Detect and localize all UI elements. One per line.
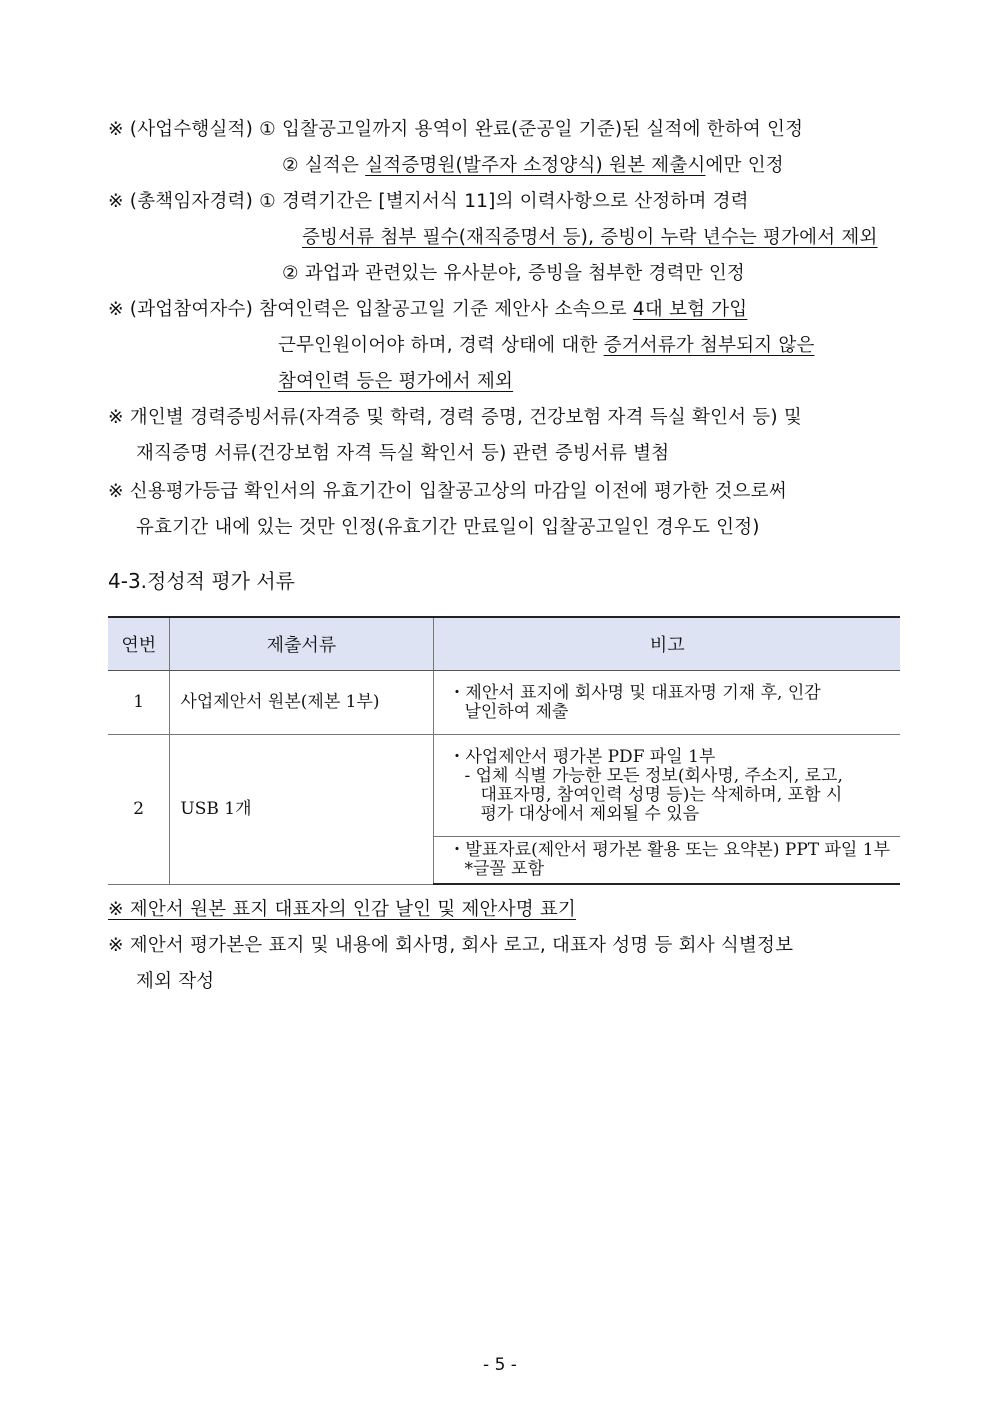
note-text: 대표자명, 참여인력 성명 등)는 삭제하며, 포함 시	[480, 784, 843, 805]
table-row	[108, 671, 900, 735]
note-line: ※ (총책임자경력) ① 경력기간은 [별지서식 11]의 이력사항으로 산정하며 경력	[108, 191, 749, 212]
note-text: 평가 대상에서 제외될 수 있음	[480, 803, 700, 824]
note-text: - 업체 식별 가능한 모든 정보(회사명, 주소지, 로고,	[464, 765, 843, 786]
documents-table	[108, 616, 900, 885]
note-line: 재직증명 서류(건강보험 자격 득실 확인서 등) 관련 증빙서류 별첨	[136, 443, 670, 464]
note-text: 날인하여 제출	[464, 701, 569, 722]
note-line: 참여인력 등은 평가에서 제외	[278, 371, 514, 392]
note-line: ② 과업과 관련있는 유사분야, 증빙을 첨부한 경력만 인정	[282, 263, 745, 284]
note-text: ・발표자료(제안서 평가본 활용 또는 요약본) PPT 파일 1부	[448, 840, 890, 860]
cell-no: 2	[108, 735, 170, 885]
note-line: ※ 신용평가등급 확인서의 유효기간이 입찰공고상의 마감일 이전에 평가한 것으로써	[108, 481, 787, 502]
note-line: ② 실적은 실적증명원(발주자 소정양식) 원본 제출시에만 인정	[282, 155, 784, 176]
note-line: ※ (과업참여자수) 참여인력은 입찰공고일 기준 제안사 소속으로 4대 보험 가입	[108, 299, 748, 320]
table-header-row	[108, 617, 900, 671]
note-line: 제외 작성	[136, 971, 215, 992]
header-no: 연번	[108, 617, 170, 671]
note-text: ・제안서 표지에 회사명 및 대표자명 기재 후, 인감	[448, 682, 821, 703]
note-line: ※ (사업수행실적) ① 입찰공고일까지 용역이 완료(준공일 기준)된 실적에 한하여 인정	[108, 119, 804, 140]
cell-doc: 사업제안서 원본(제본 1부)	[170, 671, 434, 735]
cell-doc: USB 1개	[170, 735, 434, 885]
note-line: 증빙서류 첨부 필수(재직증명서 등), 증빙이 누락 년수는 평가에서 제외	[302, 227, 878, 248]
cell-no: 1	[108, 671, 170, 735]
note-line: 근무인원이어야 하며, 경력 상태에 대한 증거서류가 첨부되지 않은	[278, 335, 815, 356]
note-line: 유효기간 내에 있는 것만 인정(유효기간 만료일이 입찰공고일인 경우도 인정)	[136, 517, 760, 538]
cell-note	[434, 671, 900, 735]
page-number: - 5 -	[483, 1355, 517, 1375]
note-line: ※ 제안서 평가본은 표지 및 내용에 회사명, 회사 로고, 대표자 성명 등 회사 식별정보	[108, 935, 794, 956]
header-doc: 제출서류	[170, 617, 434, 671]
header-note: 비고	[434, 617, 900, 671]
table-row	[108, 735, 900, 837]
note-line: ※ 제안서 원본 표지 대표자의 인감 날인 및 제안사명 표기	[108, 899, 576, 920]
note-text: *글꼴 포함	[464, 859, 545, 879]
note-line: ※ 개인별 경력증빙서류(자격증 및 학력, 경력 증명, 건강보험 자격 득실 확인서 등) 및	[108, 407, 802, 428]
note-text: ・사업제안서 평가본 PDF 파일 1부	[448, 746, 716, 767]
cell-note	[434, 735, 900, 837]
cell-note	[434, 837, 900, 885]
section-heading: 4-3.정성적 평가 서류	[108, 569, 295, 593]
